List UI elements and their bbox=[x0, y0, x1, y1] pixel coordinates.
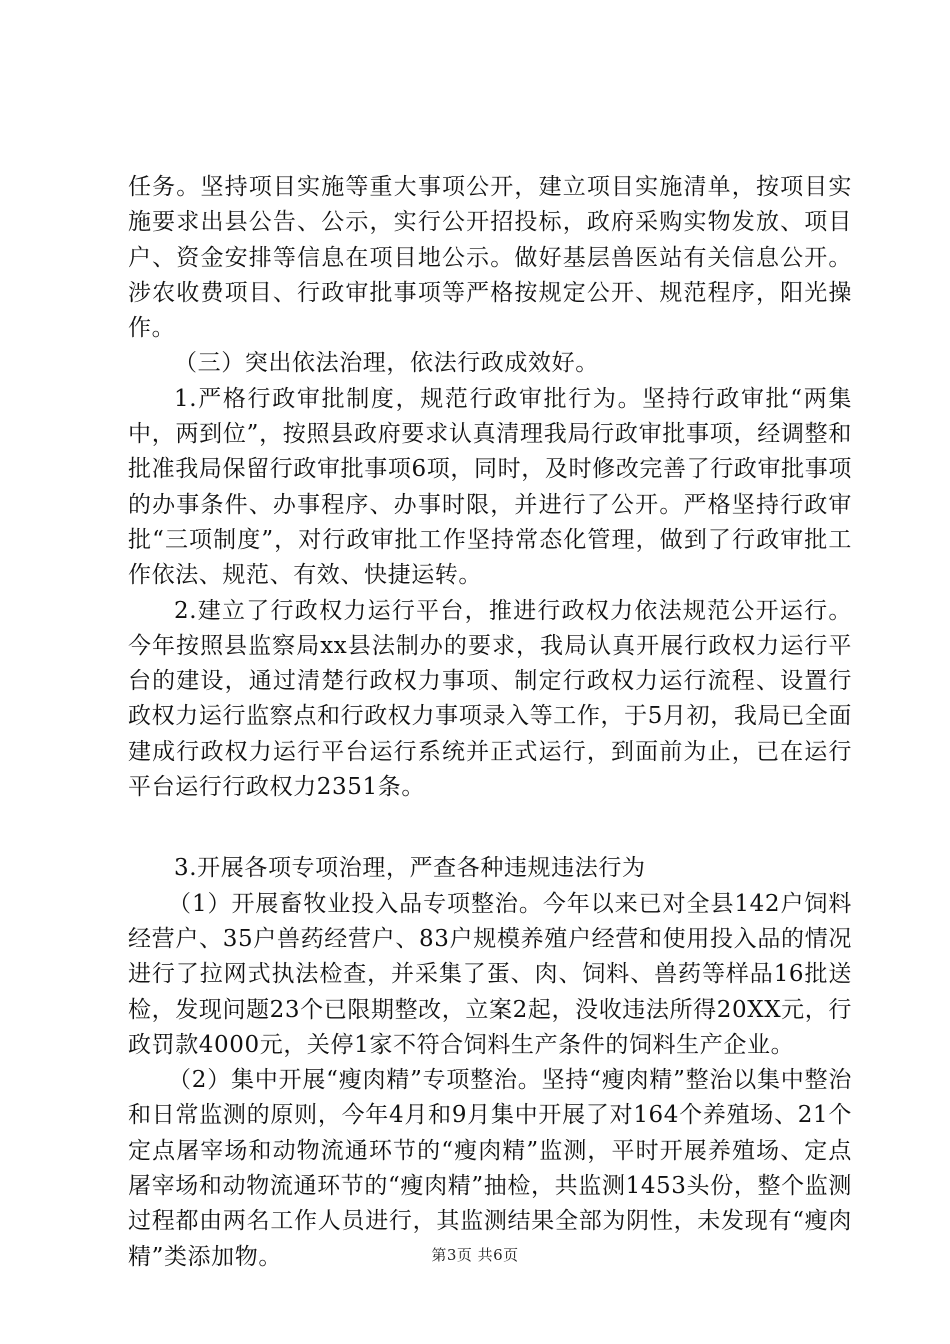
document-body bbox=[128, 170, 852, 1275]
paragraph-power-platform: 2.建立了行政权力运行平台，推进行政权力依法规范公开运行。今年按照县监察局xx县法制办的要求，我局认真开展行政权力运行平台的建设，通过清楚行政权力事项、制定行政权力运行流程、设置行政权力运行监察点和行政权力事项录入等工作，于5月初，我局已全面建成行政权力运行平台运行系统并正式运行，到面前为止，已在运行平台运行行政权力2351条。 bbox=[128, 597, 852, 801]
paragraph-gap bbox=[128, 805, 852, 851]
paragraph-special-governance: 3.开展各项专项治理，严查各种违规违法行为 bbox=[174, 855, 646, 882]
paragraph-clenbuterol-rectification: （2）集中开展“瘦肉精”专项整治。坚持“瘦肉精”整治以集中整治和日常监测的原则，今年4月和9月集中开展了对164个养殖场、21个定点屠宰场和动物流通环节的“瘦肉精”监测，平时开展养殖场、定点屠宰场和动物流通环节的“瘦肉精”抽检，共监测1453头份，整个监测过程都由两名工作人员进行，其监测结果全部为阴性，未发现有“瘦肉精”类添加物。 bbox=[128, 1067, 852, 1270]
paragraph-input-rectification: （1）开展畜牧业投入品专项整治。今年以来已对全县142户饲料经营户、35户兽药经营户、83户规模养殖户经营和使用投入品的情况进行了拉网式执法检查，并采集了蛋、肉、饲料、兽药等样品16批送检，发现问题23个已限期整改，立案2起，没收违法所得20XX元，行政罚款4000元，关停1家不符合饲料生产条件的饲料生产企业。 bbox=[128, 890, 852, 1058]
page-number-footer: 第3页 共6页 bbox=[431, 1246, 519, 1264]
paragraph-approval-system: 1.严格行政审批制度，规范行政审批行为。坚持行政审批“两集中，两到位”，按照县政府要求认真清理我局行政审批事项，经调整和批准我局保留行政审批事项6项，同时，及时修改完善了行政审批事项的办事条件、办事程序、办事时限，并进行了公开。严格坚持行政审批“三项制度”，对行政审批工作坚持常态化管理，做到了行政审批工作依法、规范、有效、快捷运转。 bbox=[128, 385, 852, 589]
section-heading-rule-of-law: （三）突出依法治理，依法行政成效好。 bbox=[174, 350, 599, 377]
paragraph-continuation: 任务。坚持项目实施等重大事项公开，建立项目实施清单，按项目实施要求出县公告、公示，实行公开招投标，政府采购实物发放、项目户、资金安排等信息在项目地公示。做好基层兽医站有关信息公开。涉农收费项目、行政审批事项等严格按规定公开、规范程序，阳光操作。 bbox=[128, 174, 852, 342]
